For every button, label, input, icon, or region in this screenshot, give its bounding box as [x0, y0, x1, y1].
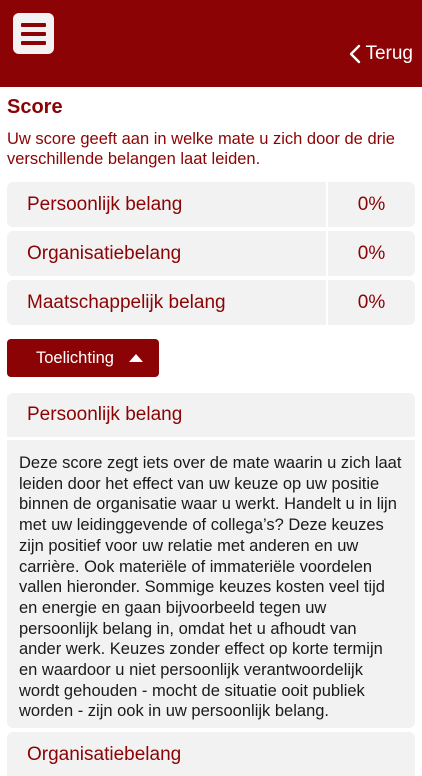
accordion-header-persoonlijk[interactable]: Persoonlijk belang	[7, 393, 415, 437]
back-label: Terug	[365, 43, 413, 64]
hamburger-icon	[21, 41, 46, 45]
caret-up-icon	[129, 354, 143, 362]
toelichting-toggle-button[interactable]	[7, 339, 159, 377]
score-row-persoonlijk	[7, 182, 415, 227]
score-value: 0%	[357, 242, 386, 264]
score-label: Maatschappelijk belang	[7, 280, 328, 325]
hamburger-icon	[21, 32, 46, 36]
page-title: Score	[7, 96, 63, 118]
score-row-organisatie	[7, 231, 415, 276]
back-button[interactable]	[349, 41, 413, 67]
toelichting-label: Toelichting	[36, 348, 114, 367]
menu-button[interactable]	[13, 13, 54, 54]
score-row-maatschappelijk	[7, 280, 415, 325]
hamburger-icon	[21, 23, 46, 27]
score-label: Organisatiebelang	[7, 231, 328, 276]
accordion-body-persoonlijk: Deze score zegt iets over de mate waarin u zich laat leiden door het effect van uw keuze op uw positie binnen de organisatie waar u werkt. Handelt u in lijn met uw leidinggevende of collega’s? Deze keuzes zijn positief voor uw relatie met anderen en uw carrière. Ook materiële of immateriële voordelen vallen hieronder. Sommige keuzes kosten veel tijd en energie en gaan bijvoorbeeld tegen uw persoonlijk belang in, omdat het u afhoudt van ander werk. Keuzes zonder effect op korte termijn en waardoor u niet persoonlijk verantwoordelijk wordt gehouden - mocht de situatie ooit publiek worden - zijn ook in uw persoonlijk belang.	[7, 440, 415, 728]
score-label: Persoonlijk belang	[7, 182, 328, 227]
chevron-left-icon	[349, 44, 361, 64]
score-intro: Uw score geeft aan in welke mate u zich door de drie verschillende belangen laat leiden.	[7, 130, 395, 168]
accordion-header-organisatie[interactable]: Organisatiebelang	[7, 732, 415, 776]
score-value: 0%	[357, 291, 386, 313]
score-value: 0%	[357, 193, 386, 215]
app-header	[0, 0, 422, 87]
score-table	[7, 182, 415, 329]
